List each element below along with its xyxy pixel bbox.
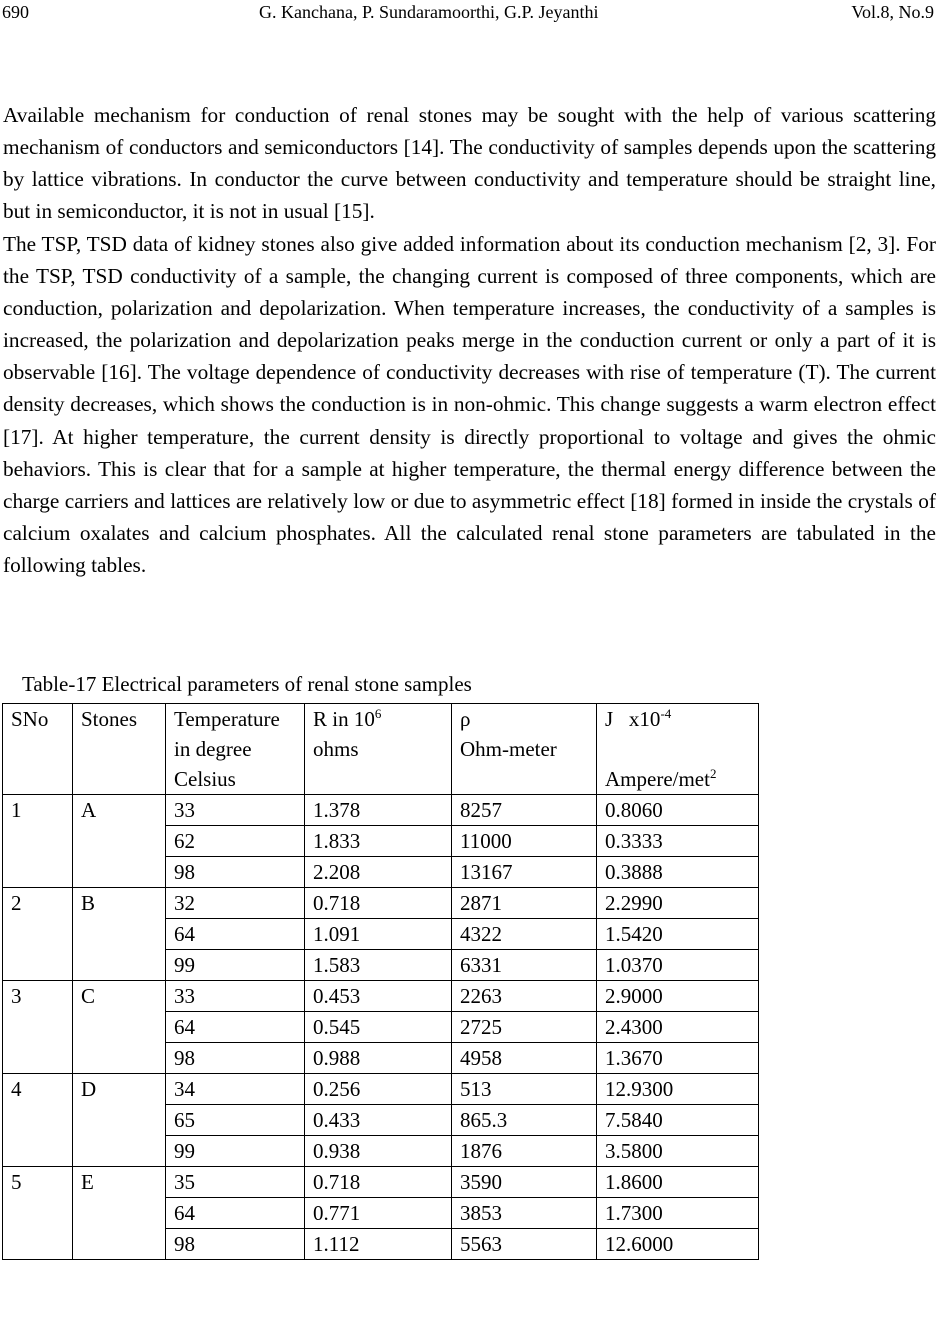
- cell-resistivity: 2725: [452, 1012, 597, 1043]
- cell-resistance: 0.256: [305, 1074, 452, 1105]
- cell-resistivity: 3590: [452, 1167, 597, 1198]
- cell-resistivity: 4958: [452, 1043, 597, 1074]
- electrical-parameters-table: [2, 703, 759, 1260]
- cell-resistivity: 13167: [452, 857, 597, 888]
- cell-resistance: 1.378: [305, 795, 452, 826]
- cell-resistance: 0.545: [305, 1012, 452, 1043]
- running-header-volume: Vol.8, No.9: [851, 2, 934, 22]
- header-resistivity: [452, 704, 597, 795]
- cell-sno: 2: [3, 888, 73, 981]
- cell-current-density: 1.8600: [597, 1167, 759, 1198]
- cell-resistivity: 2871: [452, 888, 597, 919]
- cell-temperature: 98: [166, 857, 305, 888]
- cell-resistivity: 865.3: [452, 1105, 597, 1136]
- cell-resistance: 0.938: [305, 1136, 452, 1167]
- cell-resistance: 0.718: [305, 1167, 452, 1198]
- page-number: 690: [2, 2, 29, 22]
- cell-current-density: 2.9000: [597, 981, 759, 1012]
- cell-current-density: 1.7300: [597, 1198, 759, 1229]
- table-header-row: [3, 704, 759, 795]
- cell-current-density: 1.3670: [597, 1043, 759, 1074]
- header-current-density-unit-exponent: 2: [709, 766, 717, 781]
- table-row: [3, 795, 759, 826]
- cell-temperature: 32: [166, 888, 305, 919]
- table-body: [3, 795, 759, 1260]
- cell-stone: A: [73, 795, 166, 888]
- header-stones: Stones: [73, 704, 166, 795]
- cell-stone: D: [73, 1074, 166, 1167]
- header-temperature-line: in degree: [174, 737, 252, 761]
- running-header-authors: G. Kanchana, P. Sundaramoorthi, G.P. Jeyanthi: [259, 2, 599, 22]
- cell-temperature: 64: [166, 1198, 305, 1229]
- table-row: [3, 888, 759, 919]
- table-row: [3, 1074, 759, 1105]
- cell-temperature: 33: [166, 981, 305, 1012]
- cell-temperature: 64: [166, 919, 305, 950]
- cell-stone: C: [73, 981, 166, 1074]
- cell-resistivity: 1876: [452, 1136, 597, 1167]
- running-header: [0, 0, 938, 28]
- cell-stone: E: [73, 1167, 166, 1260]
- body-paragraph-2: The TSP, TSD data of kidney stones also give added information about its conduction mechanism [2, 3]. For the TSP, TSD conductivity of a sample, the changing current is composed of three components, which are conduction, polarization and depolarization. When temperature increases, the conductivity of a samples is increased, the polarization and depolarization peaks merge in the conduction current or only a part of it is observable [16]. The voltage dependence of conductivity decreases with rise of temperature (T). The current density decreases, which shows the conduction is in non-ohmic. This change suggests a warm electron effect [17]. At higher temperature, the current density is directly proportional to voltage and gives the ohmic behaviors. This is clear that for a sample at higher temperature, the thermal energy difference between the charge carriers and lattices are relatively low or due to asymmetric effect [18] formed in inside the crystals of calcium oxalates and calcium phosphates. All the calculated renal stone parameters are tabulated in the following tables.: [3, 232, 936, 577]
- cell-resistance: 0.433: [305, 1105, 452, 1136]
- cell-temperature: 35: [166, 1167, 305, 1198]
- cell-temperature: 98: [166, 1229, 305, 1260]
- header-sno: SNo: [3, 704, 73, 795]
- cell-resistance: 2.208: [305, 857, 452, 888]
- cell-temperature: 64: [166, 1012, 305, 1043]
- cell-current-density: 7.5840: [597, 1105, 759, 1136]
- cell-current-density: 0.8060: [597, 795, 759, 826]
- header-resistance-unit: ohms: [313, 737, 359, 761]
- cell-sno: 4: [3, 1074, 73, 1167]
- cell-sno: 1: [3, 795, 73, 888]
- body-paragraph-1: Available mechanism for conduction of renal stones may be sought with the help of various scattering mechanism of conductors and semiconductors [14]. The conductivity of samples depends upon the scattering by lattice vibrations. In conductor the curve between conductivity and temperature should be straight line, but in semiconductor, it is not in usual [15].: [3, 103, 936, 224]
- cell-resistance: 0.718: [305, 888, 452, 919]
- cell-resistivity: 513: [452, 1074, 597, 1105]
- table-row: [3, 1167, 759, 1198]
- cell-resistance: 1.112: [305, 1229, 452, 1260]
- header-resistance-label: R in 10: [313, 707, 375, 731]
- cell-current-density: 12.6000: [597, 1229, 759, 1260]
- cell-stone: B: [73, 888, 166, 981]
- header-resistance-exponent: 6: [374, 706, 382, 721]
- cell-resistance: 1.583: [305, 950, 452, 981]
- cell-resistance: 0.988: [305, 1043, 452, 1074]
- cell-resistance: 0.771: [305, 1198, 452, 1229]
- cell-resistivity: 6331: [452, 950, 597, 981]
- header-temperature-line: Temperature: [174, 707, 280, 731]
- header-current-density: [597, 704, 759, 795]
- cell-current-density: 0.3333: [597, 826, 759, 857]
- header-resistivity-unit: Ohm-meter: [460, 737, 557, 761]
- header-current-density-unit: Ampere/met: [605, 767, 710, 791]
- cell-current-density: 12.9300: [597, 1074, 759, 1105]
- cell-resistivity: 8257: [452, 795, 597, 826]
- cell-sno: 5: [3, 1167, 73, 1260]
- header-temperature: [166, 704, 305, 795]
- cell-temperature: 99: [166, 1136, 305, 1167]
- cell-resistivity: 2263: [452, 981, 597, 1012]
- table-caption: Table-17 Electrical parameters of renal stone samples: [22, 672, 472, 696]
- cell-temperature: 62: [166, 826, 305, 857]
- header-current-density-exponent: -4: [660, 706, 672, 721]
- cell-temperature: 34: [166, 1074, 305, 1105]
- cell-resistivity: 4322: [452, 919, 597, 950]
- header-resistance: [305, 704, 452, 795]
- table-row: [3, 981, 759, 1012]
- cell-resistance: 1.091: [305, 919, 452, 950]
- cell-resistivity: 11000: [452, 826, 597, 857]
- cell-current-density: 2.2990: [597, 888, 759, 919]
- cell-resistivity: 3853: [452, 1198, 597, 1229]
- cell-temperature: 33: [166, 795, 305, 826]
- cell-temperature: 65: [166, 1105, 305, 1136]
- cell-current-density: 0.3888: [597, 857, 759, 888]
- cell-temperature: 98: [166, 1043, 305, 1074]
- cell-current-density: 2.4300: [597, 1012, 759, 1043]
- cell-current-density: 1.5420: [597, 919, 759, 950]
- cell-resistance: 1.833: [305, 826, 452, 857]
- header-resistivity-symbol: ρ: [460, 707, 471, 731]
- cell-resistance: 0.453: [305, 981, 452, 1012]
- cell-current-density: 3.5800: [597, 1136, 759, 1167]
- cell-sno: 3: [3, 981, 73, 1074]
- cell-temperature: 99: [166, 950, 305, 981]
- cell-current-density: 1.0370: [597, 950, 759, 981]
- cell-resistivity: 5563: [452, 1229, 597, 1260]
- header-temperature-line: Celsius: [174, 767, 236, 791]
- header-current-density-label: J x10: [605, 707, 661, 731]
